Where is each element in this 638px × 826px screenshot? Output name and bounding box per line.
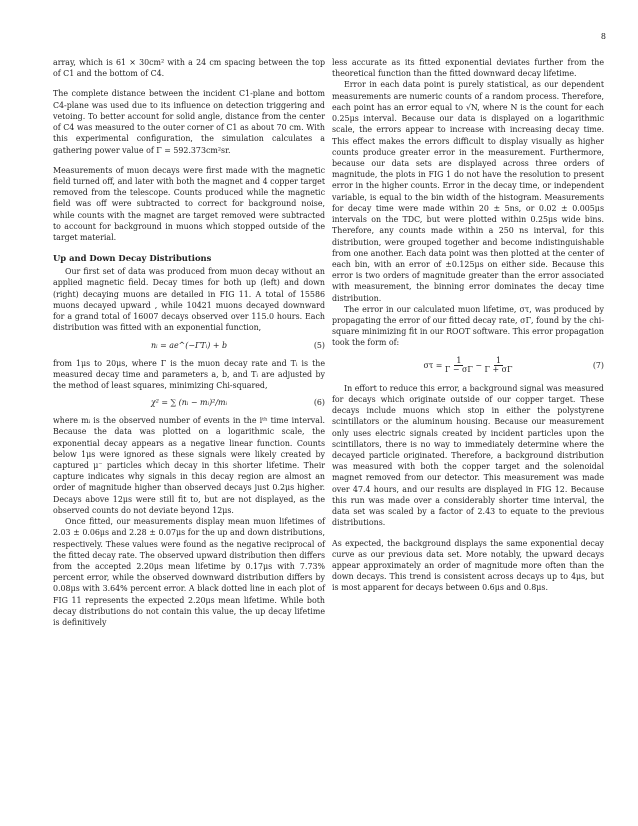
minus-sign: − (475, 360, 482, 370)
paragraph: As expected, the background displays the same exponential decay curve as our previous data set. More notably, the upward decays appear approximately an order of magnitude more often than the down decays. This trend is consistent across decays up to 4μs, but is most apparent for decays between 0.6μs and 0.8μs. (332, 538, 604, 593)
denominator: Γ + σΓ (484, 365, 513, 375)
paragraph: where mᵢ is the observed number of events in the iᵗʰ time interval. Because the data was plotted on a logarithmic scale, the exponential decay appears as a negative linear function. Counts below 1μs were ignored as these signals were likely created by captured μ⁻ particles which decay in this shorter lifetime. Their capture indicates why signals in this decay region are almost an order of magnitude higher than observed decays just 0.2μs higher. Decays above 12μs were still fit to, but are not displayed, as the observed counts do not deviate beyond 12μs. (53, 416, 325, 515)
equation-6 (53, 396, 325, 410)
left-column (53, 57, 325, 628)
paragraph: In effort to reduce this error, a background signal was measured for decays which originate outside of our copper target. These decays include muons which stop in either the polystyrene scintillators or the aluminum housing. Because our measurement only uses electric signals created by incident particles upon the scintillators, there is no way to immediately determine where the decayed particle originated. Therefore, a background distribution was measured with both the copper target and the solenoidal magnet removed from our detector. This measurement was made over 47.4 hours, and our results are displayed in FIG 12. Because this run was made over a considerably shorter time interval, the data set was scaled by a factor of 2.43 to equate to the previous distributions. (332, 383, 604, 528)
section-heading: Up and Down Decay Distributions (53, 253, 212, 264)
equation-body: χ² = ∑ (nᵢ − mᵢ)²/mᵢ (150, 398, 228, 408)
paragraph: Our first set of data was produced from muon decay without an applied magnetic field. Decay times for both up (left) and down (right) decaying muons are detailed in FIG 11. A total of 15586 muons decayed upward , while 10421 muons decayed downward for a grand total of 16007 decays observed over 115.0 hours. Each distribution was fitted with an exponential function, (53, 267, 325, 333)
fraction (485, 357, 513, 375)
page-number: 8 (600, 32, 606, 41)
paragraph: The error in our calculated muon lifetime, στ, was produced by propagating the error of our fitted decay rate, σΓ, found by the chi-square minimizing fit in our ROOT software. This error propagation took the form of: (332, 304, 604, 348)
paragraph: array, which is 61 × 30cm² with a 24 cm spacing between the top of C1 and the bottom of C4. (53, 58, 325, 79)
right-column (332, 57, 604, 594)
denominator: Γ − σΓ (444, 365, 473, 375)
paragraph: from 1μs to 20μs, where Γ is the muon decay rate and Tᵢ is the measured decay time and parameters a, b, and Tᵢ are adjusted by the method of least squares, minimizing Chi-squared, (53, 358, 325, 390)
fraction (445, 357, 473, 375)
numerator: 1 (456, 355, 462, 365)
equation-lhs: στ = (423, 360, 443, 370)
equation-5 (53, 339, 325, 353)
equation-7 (332, 354, 604, 378)
paragraph: Measurements of muon decays were first made with the magnetic field turned off, and later with both the magnet and 4 copper target removed from the telescope. Counts produced while the magnetic field was off were subtracted to correct for background noise, while counts with the magnet are target removed were subtracted to account for background in muons which stopped outside of the target material. (53, 165, 325, 243)
paragraph: The complete distance between the incident C1-plane and bottom C4-plane was used due to its influence on detection triggering and vetoing. To better account for solid angle, distance from the center of C4 was measured to the outer corner of C1 as about 70 cm. With this experimental configuration, the simulation calculates a gathering power value of Γ = 592.373cm²sr. (53, 89, 325, 155)
numerator: 1 (495, 355, 502, 365)
equation-body: nᵢ = ae^(−ΓTᵢ) + b (150, 340, 228, 350)
paragraph: less accurate as its fitted exponential deviates further from the theoretical function than the fitted downward decay lifetime. (332, 58, 604, 79)
equation-number: (7) (592, 360, 604, 370)
equation-number: (5) (313, 340, 325, 350)
paragraph: Once fitted, our measurements display mean muon lifetimes of 2.03 ± 0.06μs and 2.28 ± 0.07μs for the up and down distributions, respectively. These values were found as the negative reciprocal of the fitted decay rate. The observed upward distribution then differs from the accepted 2.20μs mean lifetime by 0.17μs with 7.73% percent error, while the observed downward distribution differs by 0.08μs with 3.64% percent error. A black dotted line in each plot of FIG 11 represents the expected 2.20μs mean lifetime. While both decay distributions do not contain this value, the up decay lifetime is definitively (53, 517, 325, 628)
equation-number: (6) (313, 398, 325, 408)
paragraph: Error in each data point is purely statistical, as our dependent measurements are numeric counts of a random process. Therefore, each point has an error equal to √N, where N is the count for each 0.25μs interval. Because our data is displayed on a logarithmic scale, the errors appear to increase with increasing decay time. This effect makes the errors difficult to display visually as higher counts produce greater error in the measurement. Furthermore, because our data sets are displayed across three orders of magnitude, the plots in FIG 1 do not have the resolution to present error in the higher counts. Error in the decay time, or independent variable, is equal to the bin width of the histogram. Measurements for decay time were made within 20 ± 5ns, or 0.02 ± 0.005μs intervals on the TDC, but were plotted within 0.25μs wide bins. Therefore, any counts made within a 250 ns interval, for this distribution, were grouped together and become indistinguishable from one another. Each data point was then plotted at the center of each bin, with an error of ±0.125μs on either side. Because this error is two orders of magnitude greater than the error associated with measurement, the binning error dominates the decay time distribution. (332, 80, 604, 303)
